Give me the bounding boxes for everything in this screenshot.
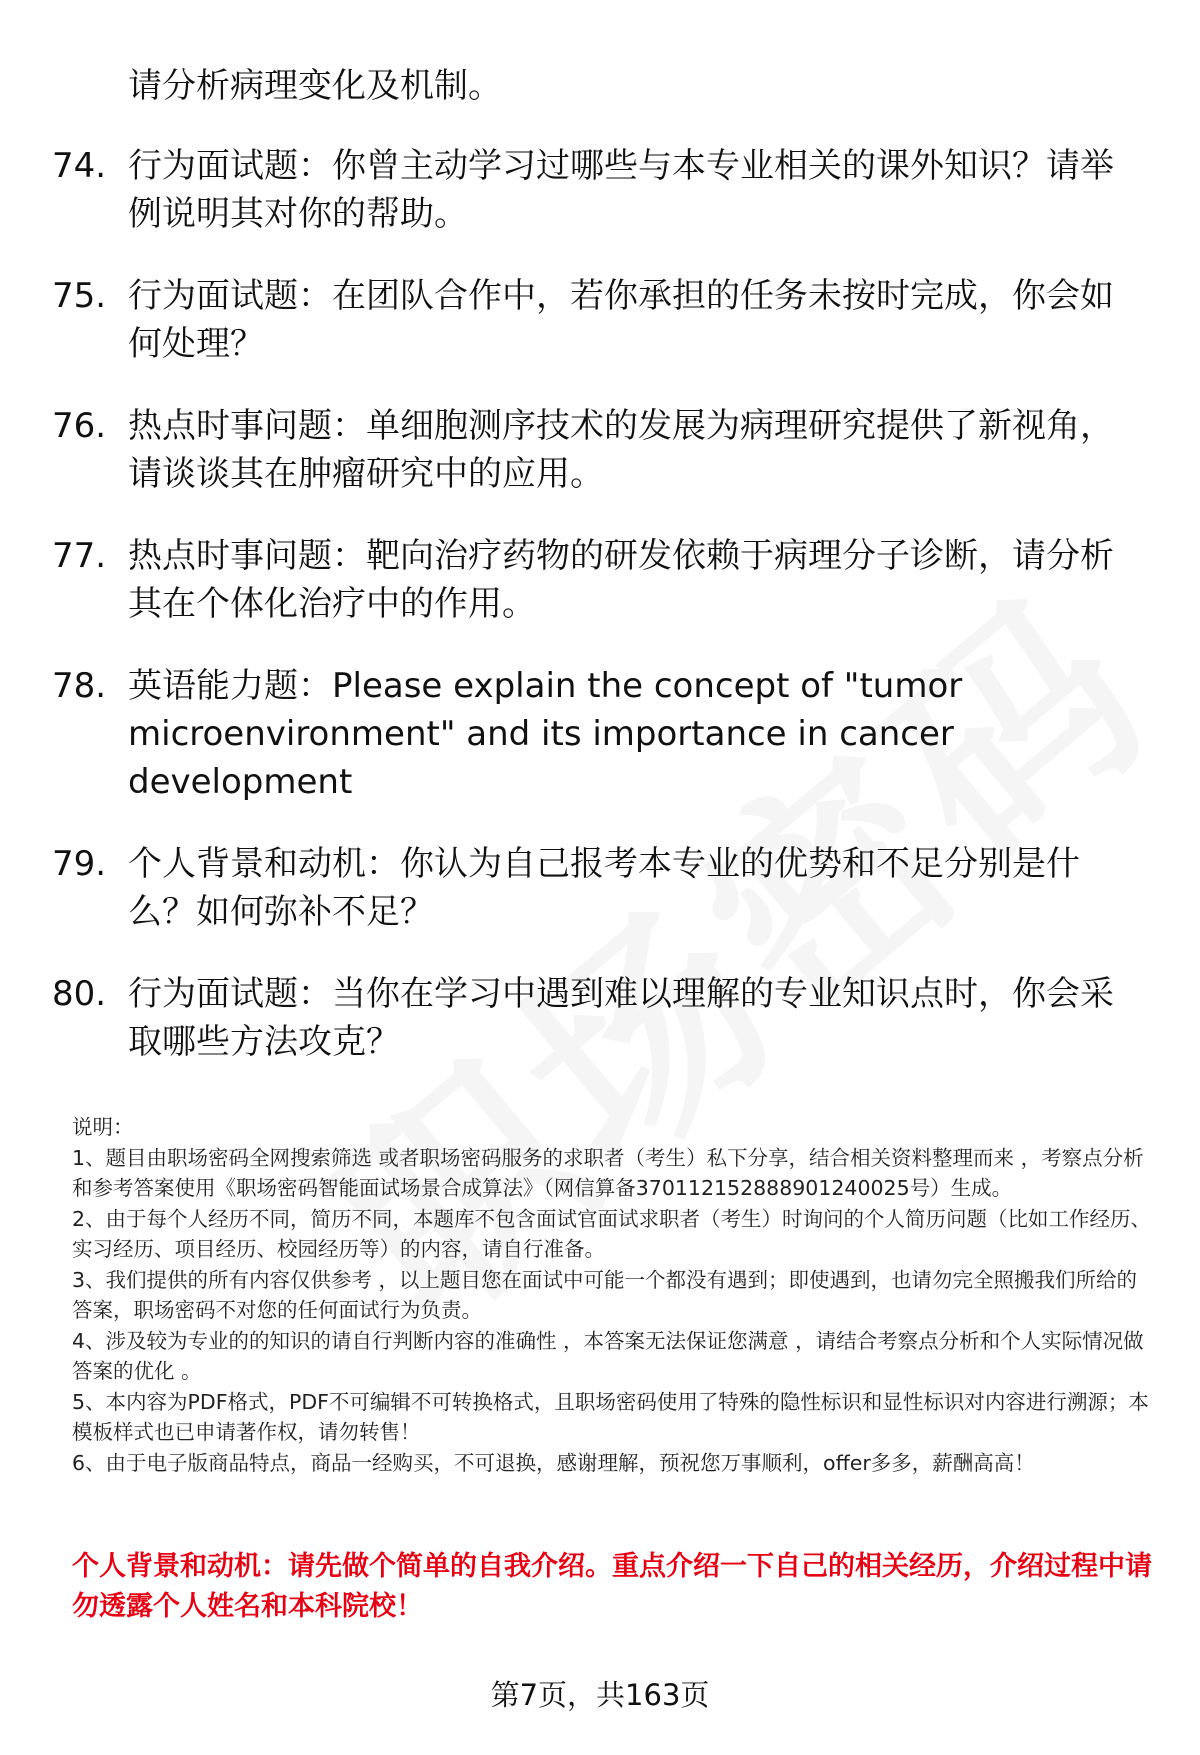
question-number: 74. — [52, 146, 107, 186]
notes-item-1: 1、题目由职场密码全网搜索筛选 或者职场密码服务的求职者（考生）私下分享，结合相关资料整理而来 ，考察点分析和参考答案使用《职场密码智能面试场景合成算法》（网信算备370112152888901240025号）生成。 — [72, 1145, 1144, 1200]
notes-title: 说明： — [72, 1115, 134, 1139]
question-text: 英语能力题：Please explain the concept of "tumor microenvironment" and its importance in cancer development — [128, 666, 963, 802]
question-text: 热点时事问题：靶向治疗药物的研发依赖于病理分子诊断，请分析其在个体化治疗中的作用。 — [128, 536, 1114, 624]
question-number: 78. — [52, 666, 107, 706]
question-text: 行为面试题：在团队合作中，若你承担的任务未按时完成，你会如何处理？ — [128, 276, 1114, 364]
question-number: 75. — [52, 276, 107, 316]
question-number: 76. — [52, 406, 107, 446]
question-item-80 — [52, 970, 1147, 1066]
question-item-77 — [52, 532, 1147, 628]
question-text: 行为面试题：当你在学习中遇到难以理解的专业知识点时，你会采取哪些方法攻克？ — [128, 974, 1114, 1062]
question-text: 行为面试题：你曾主动学习过哪些与本专业相关的课外知识？请举例说明其对你的帮助。 — [128, 146, 1114, 234]
notes-item-6: 6、由于电子版商品特点，商品一经购买，不可退换，感谢理解，预祝您万事顺利，offer多多，薪酬高高！ — [72, 1450, 1035, 1475]
question-list — [52, 142, 1147, 1100]
notes-item-3: 3、我们提供的所有内容仅供参考 ，以上题目您在面试中可能一个都没有遇到；即使遇到，也请勿完全照搬我们所给的答案，职场密码不对您的任何面试行为负责。 — [72, 1267, 1138, 1322]
question-item-76 — [52, 402, 1147, 498]
question-item-74 — [52, 142, 1147, 238]
notes-item-4: 4、涉及较为专业的的知识的请自行判断内容的准确性 ，本答案无法保证您满意 ，请结合考察点分析和个人实际情况做答案的优化 。 — [72, 1328, 1144, 1383]
question-item-79 — [52, 840, 1147, 936]
notes-section — [72, 1112, 1152, 1478]
question-continuation: 请分析病理变化及机制。 — [128, 66, 502, 106]
notes-item-2: 2、由于每个人经历不同，简历不同，本题库不包含面试官面试求职者（考生）时询问的个人简历问题（比如工作经历、实习经历、项目经历、校园经历等）的内容，请自行准备。 — [72, 1206, 1152, 1261]
question-text: 热点时事问题：单细胞测序技术的发展为病理研究提供了新视角，请谈谈其在肿瘤研究中的应用。 — [128, 406, 1114, 494]
question-text: 个人背景和动机：你认为自己报考本专业的优势和不足分别是什么？如何弥补不足？ — [128, 844, 1080, 932]
question-number: 79. — [52, 844, 107, 884]
question-item-78 — [52, 662, 1147, 806]
question-number: 80. — [52, 974, 107, 1014]
question-number: 77. — [52, 536, 107, 576]
page-number: 第7页，共163页 — [490, 1678, 710, 1712]
notes-item-5: 5、本内容为PDF格式，PDF不可编辑不可转换格式，且职场密码使用了特殊的隐性标识和显性标识对内容进行溯源；本模板样式也已申请著作权，请勿转售！ — [72, 1389, 1149, 1444]
question-item-75 — [52, 272, 1147, 368]
highlight-question: 个人背景和动机：请先做个简单的自我介绍。重点介绍一下自己的相关经历，介绍过程中请勿透露个人姓名和本科院校！ — [72, 1551, 1152, 1622]
